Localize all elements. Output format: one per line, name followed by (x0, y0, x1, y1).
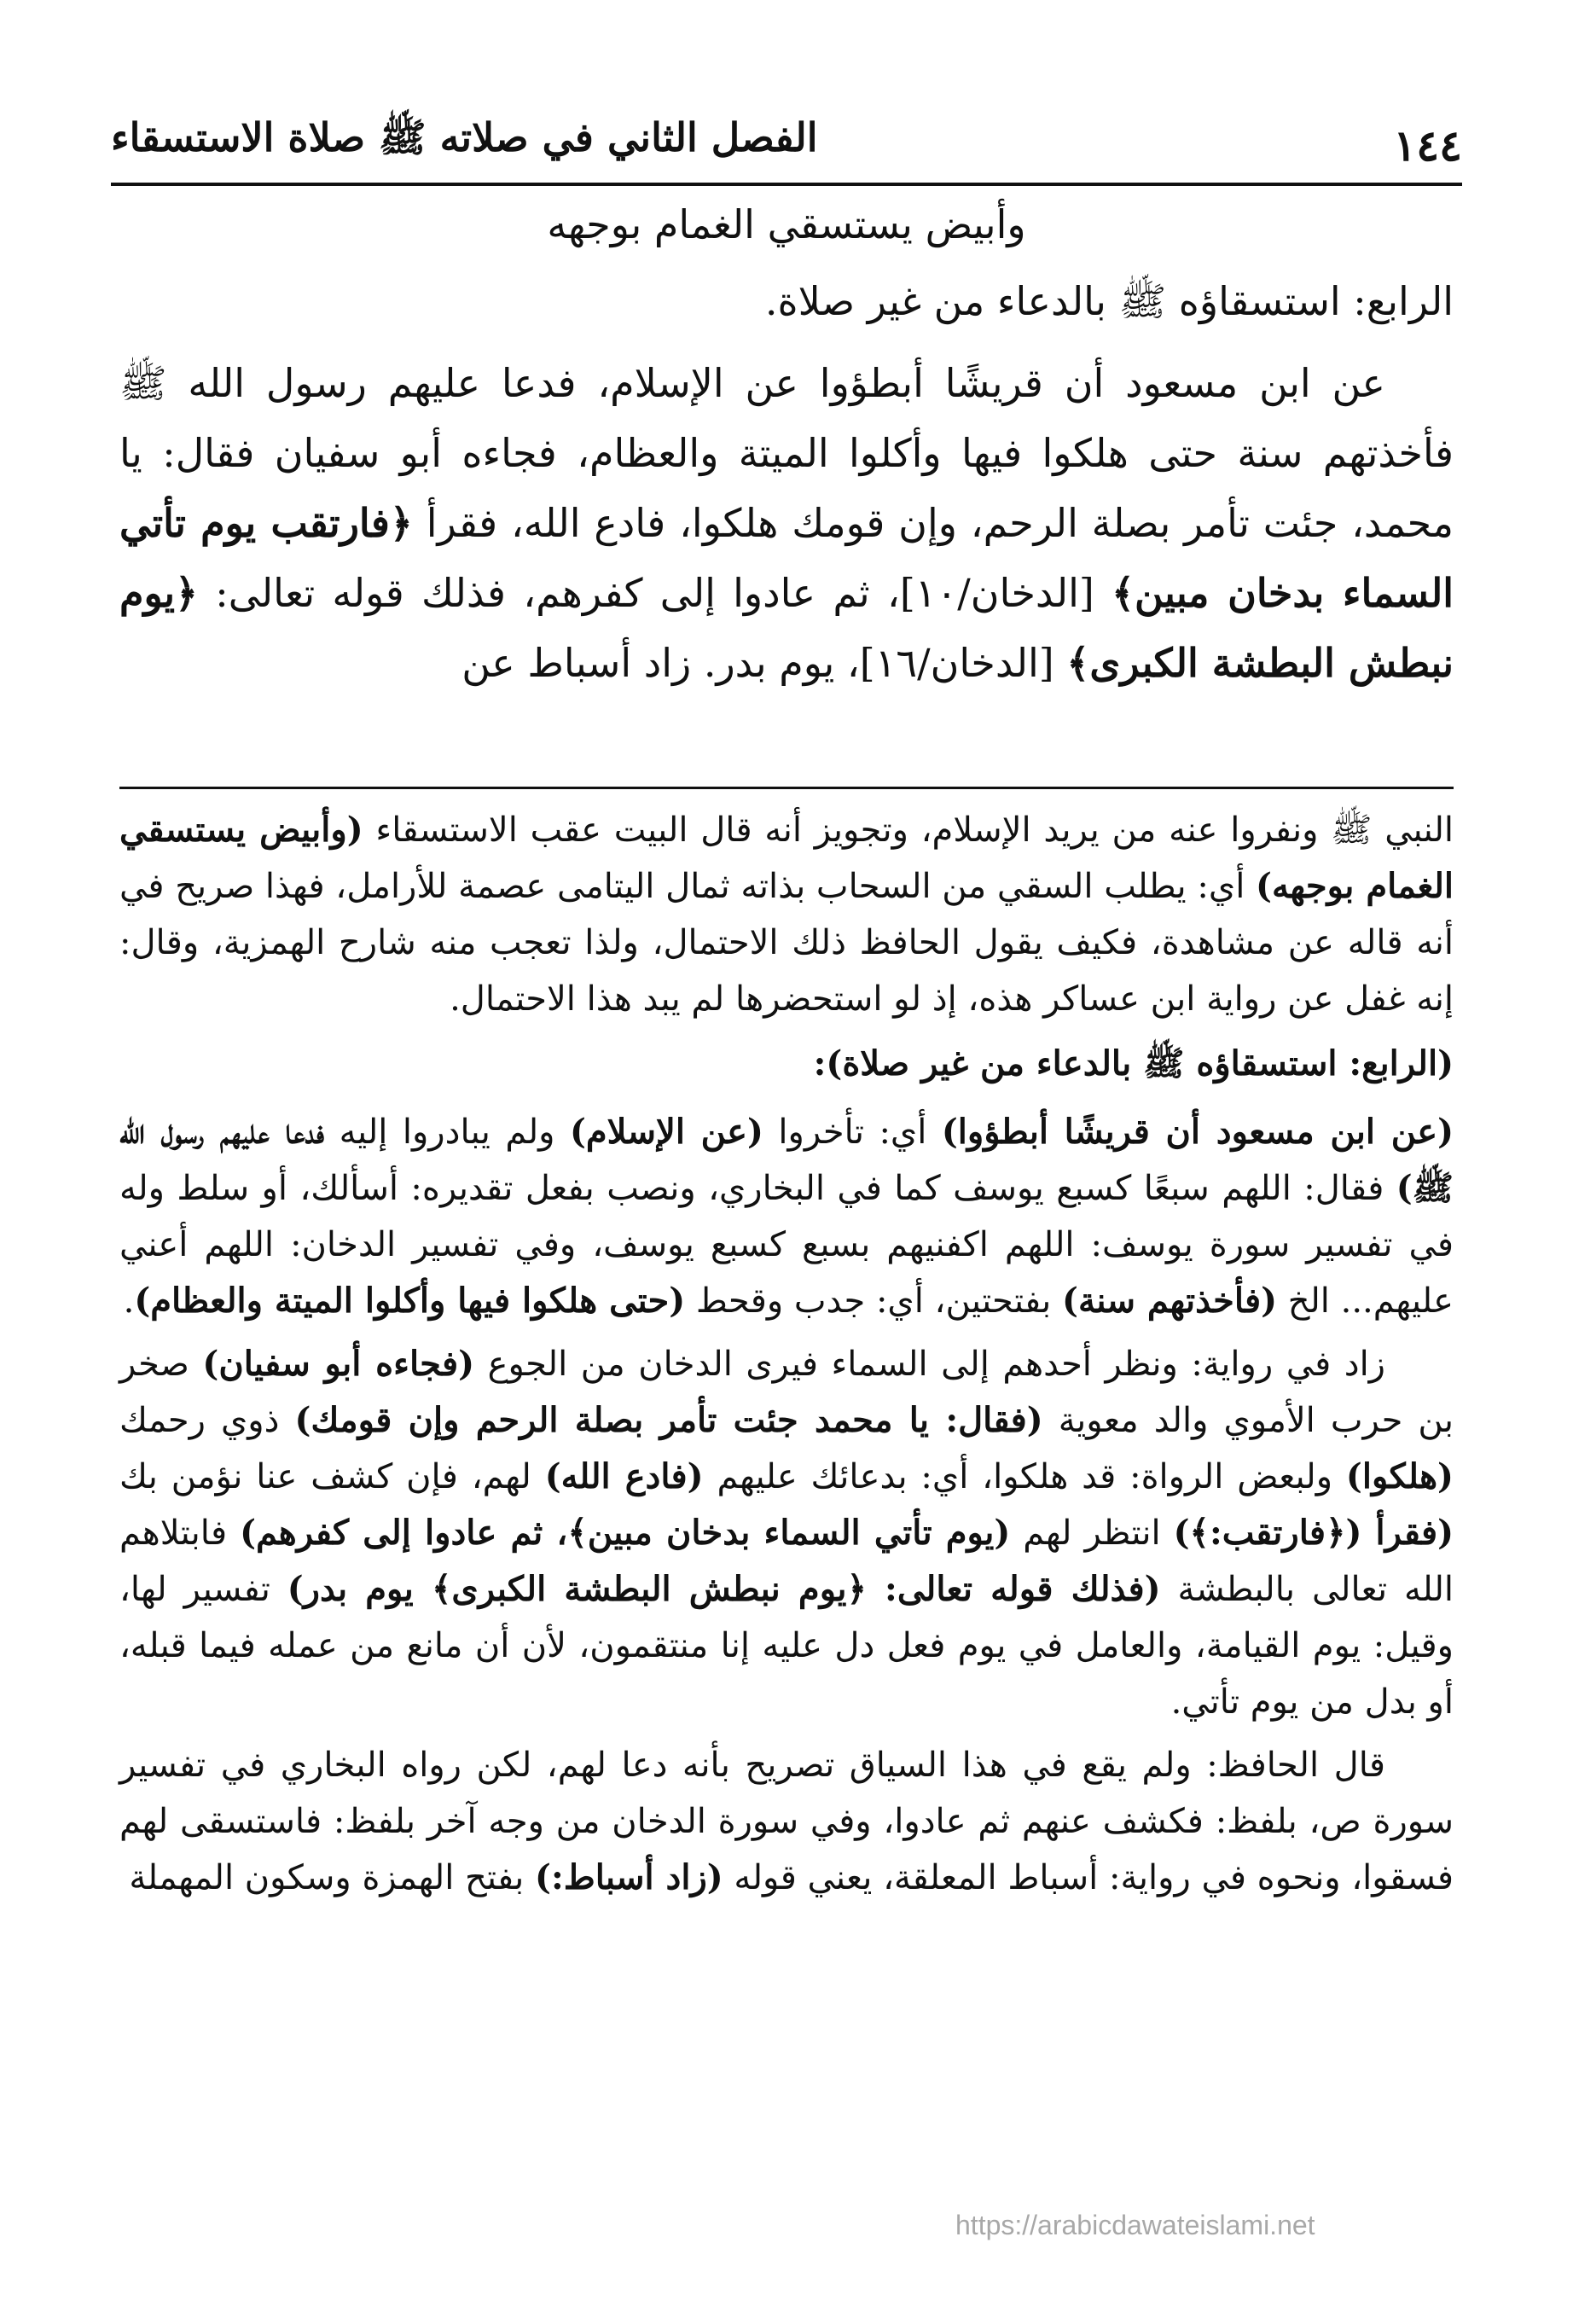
commentary-text: ولبعض الرواة: قد هلكوا، أي: بدعائك عليهم (703, 1457, 1346, 1496)
hadith-text-part: عن ابن مسعود أن قريشًا أبطؤوا عن الإسلام، فدعا عليهم رسول الله ﷺ فأخذتهم سنة حتى هلكوا فيها وأكلوا الميتة والعظام، فجاءه أبو سفيان فقال: يا محمد، جئت تأمر بصلة الرحم، وإن قومك هلكوا، فادع الله، فقرأ (119, 360, 1454, 546)
section-heading: الرابع: استسقاؤه ﷺ بالدعاء من غير صلاة. (764, 278, 1454, 324)
commentary-text: تفسير لها، وقيل: يوم القيامة، والعامل في يوم فعل دل عليه إنا منتقمون، لأن أن مانع من عمله فيما قبله، أو بدل من يوم تأتي. (119, 1570, 1454, 1722)
commentary-quote: (هلكوا) (1345, 1456, 1454, 1496)
commentary-text: فقال: اللهم سبعًا كسبع يوسف كما في البخاري، ونصب بفعل تقديره: أسألك، أو سلط وله في تفسير سورة يوسف: اللهم اكفنيهم بسبع كسبع يوسف، وفي تفسير الدخان: اللهم أعني عليهم... الخ (119, 1169, 1454, 1321)
commentary-text: صخر بن حرب الأموي والد معوية (119, 1345, 1454, 1440)
commentary-heading (119, 1036, 1454, 1092)
commentary-quote: (فأخذتهم سنة) (1062, 1281, 1278, 1321)
quran-quote: ﴿فارتقب يوم تأتي السماء بدخان مبين﴾ (119, 500, 1454, 616)
commentary-text: انتظر لهم (1010, 1514, 1174, 1553)
hadith-text (119, 348, 1454, 698)
commentary-quote: (عن الإسلام) (569, 1112, 763, 1152)
hadith-text-part: [الدخان/١٦]، يوم بدر. زاد أسباط عن (461, 640, 1067, 686)
page-number: ١٤٤ (1393, 120, 1462, 171)
page-header (111, 94, 1462, 186)
commentary-quote: (فقرأ (﴿فارتقب:﴾) (1173, 1513, 1454, 1553)
quran-quote: ﴿يوم نبطش البطشة الكبرى﴾ (119, 570, 1454, 686)
commentary-text: زاد في رواية: ونظر أحدهم إلى السماء فيرى الدخان من الجوع (474, 1345, 1386, 1384)
commentary-quote: فدعا عليهم رسول الله ﷺ) (119, 1112, 1454, 1208)
footnote-divider (119, 787, 1454, 789)
commentary-text: . (123, 1281, 135, 1321)
commentary-text: أي: تأخروا (763, 1113, 942, 1152)
commentary-text: النبي ﷺ ونفروا عنه من يريد الإسلام، وتجويز أنه قال البيت عقب الاستسقاء (363, 810, 1454, 850)
commentary-quote: (حتى هلكوا فيها وأكلوا الميتة والعظام) (134, 1281, 686, 1321)
commentary-heading-text: (الرابع: استسقاؤه ﷺ بالدعاء من غير صلاة): (813, 1043, 1454, 1084)
commentary-quote: (زاد أسباط:) (535, 1857, 723, 1897)
commentary-paragraph (119, 1336, 1454, 1730)
commentary-paragraph (119, 1104, 1454, 1329)
running-title: الفصل الثاني في صلاته ﷺ صلاة الاستسقاء (111, 114, 818, 160)
commentary-quote: (يوم تأتي السماء بدخان مبين﴾، ثم عادوا إلى كفرهم) (240, 1513, 1011, 1553)
commentary-quote: (فجاءه أبو سفيان) (202, 1344, 475, 1384)
hadith-text-part: [الدخان/١٠]، ثم عادوا إلى كفرهم، فذلك قوله تعالى: (198, 570, 1112, 616)
commentary-text: بفتحتين، أي: جدب وقحط (685, 1281, 1063, 1321)
commentary-text: لهم، فإن كشف عنا نؤمن بك (119, 1457, 545, 1496)
watermark-url: https://arabicdawateislami.net (955, 2210, 1315, 2240)
commentary-text: بفتح الهمزة وسكون المهملة (129, 1858, 536, 1897)
commentary-text: أي: يطلب السقي من السحاب بذاته ثمال اليتامى عصمة للأرامل، فهذا صريح في أنه قاله عن مشاهدة، فكيف يقول الحافظ ذلك الاحتمال، ولذا تعجب منه شارح الهمزية، وقال: إنه غفل عن رواية ابن عساكر هذه، إذ لو استحضرها لم يبد هذا الاحتمال. (119, 867, 1454, 1019)
commentary-text: ولم يبادروا إليه (324, 1113, 570, 1152)
commentary-paragraph (119, 1737, 1454, 1906)
poetry-verse: وأبيض يستسقي الغمام بوجهه (547, 201, 1026, 247)
commentary-quote: (فذلك قوله تعالى: ﴿يوم نبطش البطشة الكبرى﴾ يوم بدر) (287, 1569, 1161, 1609)
commentary-quote: (عن ابن مسعود أن قريشًا أبطؤوا) (941, 1112, 1454, 1152)
commentary-text: ذوي رحمك (119, 1401, 295, 1440)
commentary-quote: (وأبيض يستسقي الغمام بوجهه) (119, 810, 1454, 906)
main-text (119, 201, 1454, 698)
commentary-quote: (فقال: يا محمد جئت تأمر بصلة الرحم وإن قومك) (294, 1400, 1043, 1440)
commentary-text: قال الحافظ: ولم يقع في هذا السياق تصريح بأنه دعا لهم، لكن رواه البخاري في تفسير سورة ص، بلفظ: فكشف عنهم ثم عادوا، وفي سورة الدخان من وجه آخر بلفظ: فاستسقى لهم فسقوا، ونحوه في رواية: أسباط المعلقة، يعني قوله (119, 1746, 1454, 1897)
commentary-paragraph (119, 802, 1454, 1027)
commentary (119, 802, 1454, 1913)
commentary-text: فابتلاهم الله تعالى بالبطشة (119, 1514, 1454, 1609)
commentary-quote: (فادع الله) (544, 1456, 704, 1496)
